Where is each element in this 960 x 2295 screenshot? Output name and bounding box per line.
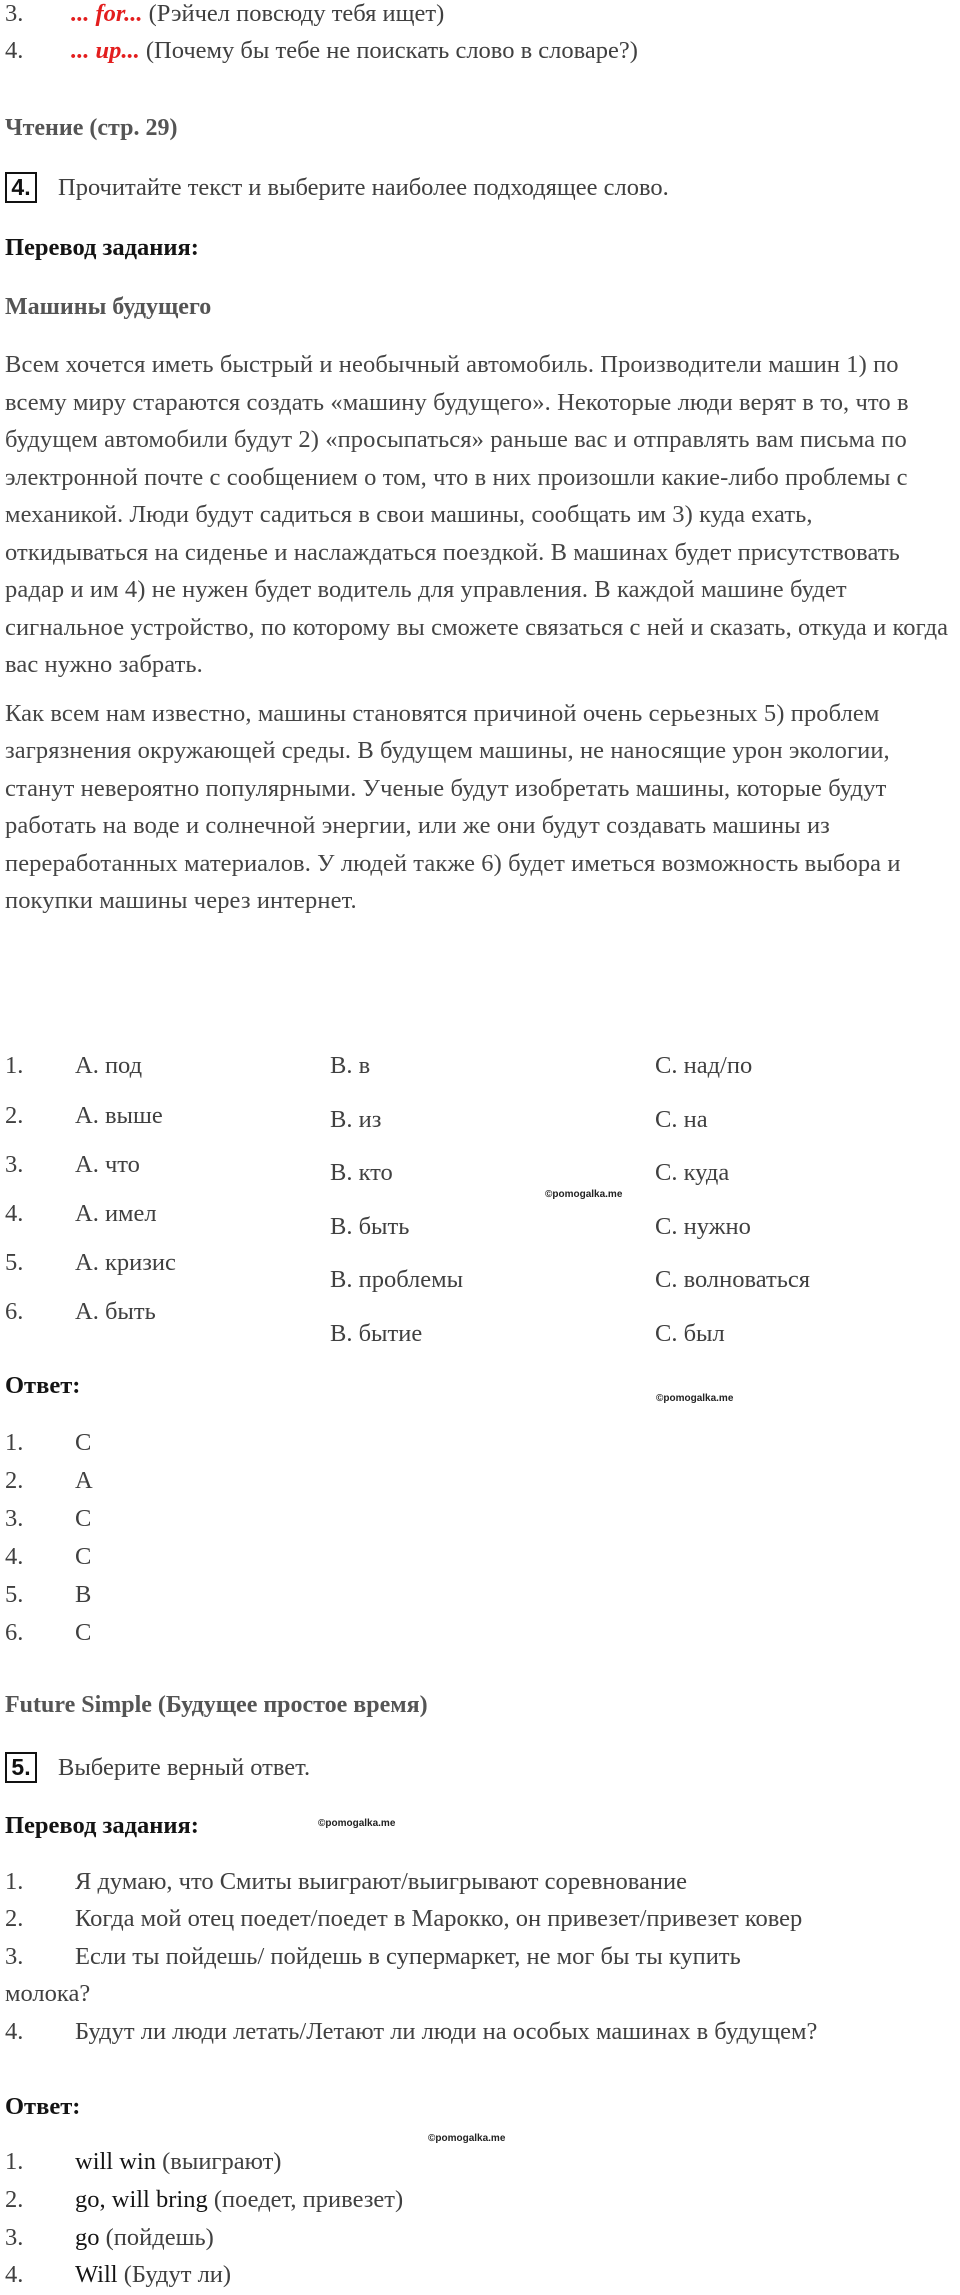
watermark: ©pomogalka.me xyxy=(545,1189,623,1200)
answer-gloss: (Будут ли) xyxy=(117,2261,232,2288)
option-row-number: 5. xyxy=(5,1249,24,1276)
option-b: B. бытие xyxy=(330,1320,423,1347)
answer-gloss: (поедет, привезет) xyxy=(207,2186,404,2213)
option-b: B. из xyxy=(330,1106,382,1133)
answer-value: A xyxy=(75,1467,93,1494)
answer-word: will win xyxy=(75,2148,156,2175)
answer-word: Will xyxy=(75,2261,118,2288)
answer-number: 4. xyxy=(5,2261,24,2288)
watermark: ©pomogalka.me xyxy=(656,1393,734,1404)
item-text: Когда мой отец поедет/поедет в Марокко, он привезет/привезет ковер xyxy=(75,1905,803,1932)
option-row-number: 3. xyxy=(5,1151,24,1178)
option-a: A. выше xyxy=(75,1102,163,1129)
item-number: 1. xyxy=(5,1868,24,1895)
answer-row xyxy=(75,2224,214,2252)
answer-number: 3. xyxy=(5,2224,24,2251)
option-a: A. что xyxy=(75,1151,140,1178)
answer-value: C xyxy=(75,1543,92,1570)
task-instruction: Выберите верный ответ. xyxy=(58,1754,311,1781)
list-item-4-content xyxy=(71,37,638,65)
option-row-number: 6. xyxy=(5,1298,24,1325)
keyword: ... for... xyxy=(71,0,143,27)
answer-label: Ответ: xyxy=(5,1372,81,1399)
item-text: Будут ли люди летать/Летают ли люди на особых машинах в будущем? xyxy=(75,2018,818,2045)
keyword: ... up... xyxy=(71,37,140,64)
option-c: C. над/по xyxy=(655,1052,753,1079)
reading-text xyxy=(5,346,960,920)
task-number-box: 4. xyxy=(5,172,37,203)
option-b: B. в xyxy=(330,1052,371,1079)
option-a: A. имел xyxy=(75,1200,157,1227)
list-item-4 xyxy=(5,37,23,65)
answer-number: 2. xyxy=(5,1467,24,1494)
answer-number: 1. xyxy=(5,1429,24,1456)
section-heading-future-simple: Future Simple (Будущее простое время) xyxy=(5,1692,428,1718)
option-a: A. кризис xyxy=(75,1249,176,1276)
paragraph-1: Всем хочется иметь быстрый и необычный автомобиль. Производители машин 1) по всему миру стараются создать «машину будущего». Некоторые люди верят в то, что в будущем автомобили будут 2) «просыпаться» раньше вас и отправлять вам письма по электронной почте с сообщением о том, что в них произошли какие-либо проблемы с механикой. Люди будут садиться в свои машины, сообщать им 3) куда ехать, откидываться на сиденье и наслаждаться поездкой. В машинах будет присутствовать радар и им 4) не нужен будет водитель для управления. В каждой машине будет сигнальное устройство, по которому вы сможете связаться с ней и сказать, откуда и когда вас нужно забрать. xyxy=(5,351,949,678)
item-text: (Рэйчел повсюду тебя ищет) xyxy=(142,0,445,27)
section-heading-reading: Чтение (стр. 29) xyxy=(5,115,178,141)
answer-number: 4. xyxy=(5,1543,24,1570)
option-a: A. под xyxy=(75,1052,143,1079)
option-b: B. быть xyxy=(330,1213,410,1240)
option-c: C. был xyxy=(655,1320,725,1347)
answer-row xyxy=(75,2261,231,2289)
answer-row xyxy=(75,2186,403,2214)
answer-number: 3. xyxy=(5,1505,24,1532)
task-number-box: 5. xyxy=(5,1752,37,1783)
answer-number: 2. xyxy=(5,2186,24,2213)
option-b: B. проблемы xyxy=(330,1266,464,1293)
option-c: C. куда xyxy=(655,1159,730,1186)
answer-value: B xyxy=(75,1581,92,1608)
text-title: Машины будущего xyxy=(5,294,212,320)
item-number: 3. xyxy=(5,0,24,27)
watermark: ©pomogalka.me xyxy=(318,1818,396,1829)
option-a: A. быть xyxy=(75,1298,156,1325)
item-number: 4. xyxy=(5,37,24,64)
answer-number: 1. xyxy=(5,2148,24,2175)
answer-word: go xyxy=(75,2224,100,2251)
answer-label: Ответ: xyxy=(5,2093,81,2120)
option-c: C. нужно xyxy=(655,1213,751,1240)
option-b: B. кто xyxy=(330,1159,393,1186)
task-instruction: Прочитайте текст и выберите наиболее подходящее слово. xyxy=(58,174,669,201)
answer-value: C xyxy=(75,1619,92,1646)
answer-gloss: (пойдешь) xyxy=(99,2224,214,2251)
item-text: Если ты пойдешь/ пойдешь в супермаркет, не мог бы ты купить xyxy=(75,1943,741,1970)
list-item-3 xyxy=(5,0,23,28)
item-number: 4. xyxy=(5,2018,24,2045)
item-number: 2. xyxy=(5,1905,24,1932)
option-row-number: 4. xyxy=(5,1200,24,1227)
answer-number: 5. xyxy=(5,1581,24,1608)
paragraph-2: Как всем нам известно, машины становятся причиной очень серьезных 5) проблем загрязнения окружающей среды. В будущем машины, не наносящие урон экологии, станут невероятно популярными. Ученые будут изобретать машины, которые будут работать на воде и солнечной энергии, или же они будут создавать машины из переработанных материалов. У людей также 6) будет иметься возможность выбора и покупки машины через интернет. xyxy=(5,699,901,914)
option-c: C. на xyxy=(655,1106,708,1133)
item-text: (Почему бы тебе не поискать слово в словаре?) xyxy=(139,37,638,64)
option-row-number: 1. xyxy=(5,1052,24,1079)
translation-label: Перевод задания: xyxy=(5,1812,199,1839)
option-row-number: 2. xyxy=(5,1102,24,1129)
option-c: C. волноваться xyxy=(655,1266,811,1293)
item-number: 3. xyxy=(5,1943,24,1970)
list-item-3-content xyxy=(71,0,444,28)
answer-number: 6. xyxy=(5,1619,24,1646)
answer-value: C xyxy=(75,1505,92,1532)
answer-value: C xyxy=(75,1429,92,1456)
item-text: Я думаю, что Смиты выиграют/выигрывают соревнование xyxy=(75,1868,687,1895)
answer-word: go, will bring xyxy=(75,2186,208,2213)
watermark: ©pomogalka.me xyxy=(428,2133,506,2144)
item-text-continued: молока? xyxy=(5,1980,91,2007)
answer-gloss: (выиграют) xyxy=(156,2148,282,2175)
answer-row xyxy=(75,2148,281,2176)
translation-label: Перевод задания: xyxy=(5,234,199,261)
